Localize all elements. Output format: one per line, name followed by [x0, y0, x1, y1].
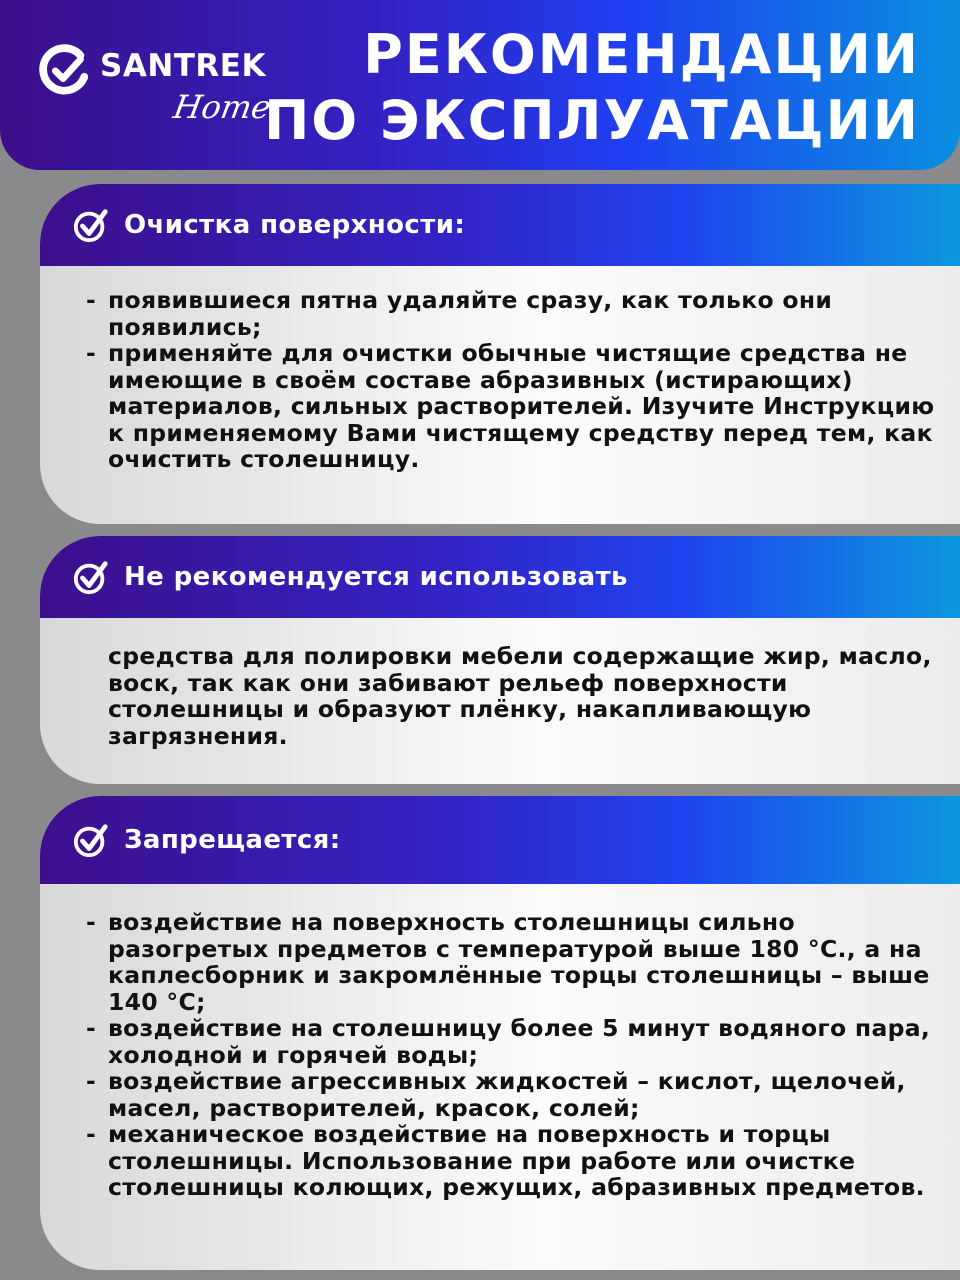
title-line-2: ПО ЭКСПЛУАТАЦИИ — [264, 89, 920, 152]
section-heading: Очистка поверхности: — [124, 210, 466, 240]
item-text: применяйте для очистки обычные чистящие средства не имеющие в своём составе абразивных (истирающих) материалов, сильных растворителей. Изучите Инструкцию к применяемому Вами чистящему средству перед тем, как очистить столешницу. — [108, 339, 935, 473]
brand-sub: Home — [170, 88, 274, 126]
section-heading: Не рекомендуется использовать — [124, 562, 628, 592]
item-text: воздействие на поверхность столешницы сильно разогретых предметов с температурой выше 180 °С., а на каплесборник и закромлённые торцы столешницы – выше 140 °С; — [108, 908, 930, 1016]
bullet-dash: - — [86, 1067, 97, 1095]
brand-logo — [36, 38, 276, 148]
section-header — [40, 796, 960, 884]
page-title — [264, 22, 920, 154]
check-circle-icon — [72, 206, 110, 244]
section-header — [40, 536, 960, 618]
list-item — [40, 1068, 946, 1121]
header-banner — [0, 0, 960, 170]
item-text: воздействие на столешницу более 5 минут водяного пара, холодной и горячей воды; — [108, 1014, 931, 1069]
section-card-cleaning — [40, 184, 960, 524]
list-item — [40, 1015, 946, 1068]
section-heading: Запрещается: — [124, 825, 341, 855]
section-card-prohibited — [40, 796, 960, 1270]
check-circle-icon — [72, 821, 110, 859]
bullet-dash: - — [86, 286, 97, 314]
section-body — [40, 266, 960, 473]
item-text: воздействие агрессивных жидкостей – кислот, щелочей, масел, растворителей, красок, солей; — [108, 1067, 906, 1122]
section-body — [40, 884, 960, 1201]
list-item — [40, 909, 946, 1015]
list-item — [40, 1121, 946, 1201]
check-circle-icon — [72, 558, 110, 596]
section-body — [40, 618, 960, 749]
section-text: средства для полировки мебели содержащие жир, масло, воск, так как они забивают рельеф поверхности столешницы и образуют плёнку, накапливающую загрязнения. — [108, 642, 932, 750]
list-item — [40, 287, 940, 340]
section-header — [40, 184, 960, 266]
santrek-logo-icon — [36, 40, 94, 98]
item-text: механическое воздействие на поверхность и торцы столешницы. Использование при работе или очистке столешницы колющих, режущих, абразивных предметов. — [108, 1120, 925, 1201]
list-item — [40, 340, 940, 473]
bullet-dash: - — [86, 1120, 97, 1148]
bullet-dash: - — [86, 1014, 97, 1042]
bullet-dash: - — [86, 908, 97, 936]
item-list — [40, 287, 940, 473]
bullet-dash: - — [86, 339, 97, 367]
brand-name: SANTREK — [100, 48, 266, 84]
item-list — [40, 909, 946, 1201]
title-line-1: РЕКОМЕНДАЦИИ — [363, 23, 920, 86]
section-card-not-recommended — [40, 536, 960, 784]
item-text: появившиеся пятна удаляйте сразу, как только они появились; — [108, 286, 833, 341]
